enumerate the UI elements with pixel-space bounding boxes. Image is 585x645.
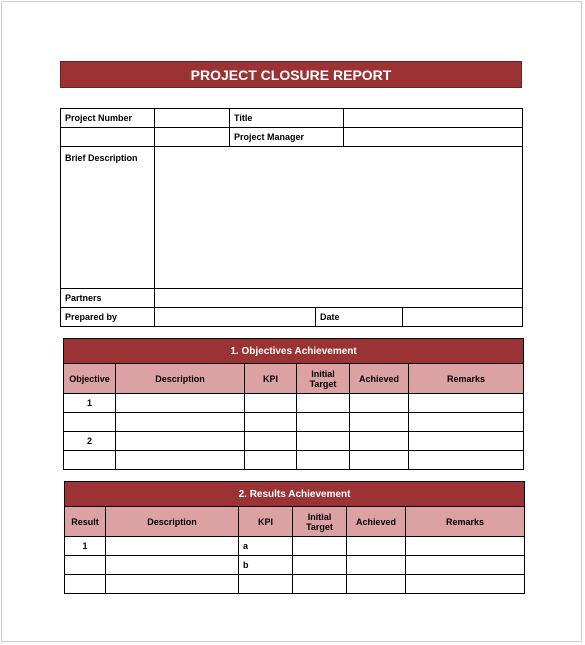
result-number bbox=[65, 575, 106, 594]
brief-description-field[interactable] bbox=[155, 147, 523, 289]
initial-target-field[interactable] bbox=[293, 537, 347, 556]
kpi-label: b bbox=[239, 556, 293, 575]
column-header: KPI bbox=[245, 364, 297, 394]
project-number-label: Project Number bbox=[61, 109, 155, 128]
remarks-field[interactable] bbox=[409, 451, 524, 470]
achieved-field[interactable] bbox=[347, 537, 406, 556]
table-row bbox=[65, 556, 525, 575]
remarks-field[interactable] bbox=[409, 432, 524, 451]
description-field[interactable] bbox=[106, 575, 239, 594]
remarks-field[interactable] bbox=[409, 413, 524, 432]
column-header: Achieved bbox=[350, 364, 409, 394]
objective-number bbox=[64, 451, 116, 470]
kpi-field[interactable] bbox=[245, 451, 297, 470]
project-number-field[interactable] bbox=[155, 109, 230, 128]
partners-label: Partners bbox=[61, 289, 155, 308]
title-field[interactable] bbox=[344, 109, 523, 128]
objectives-table bbox=[63, 338, 524, 470]
initial-target-field[interactable] bbox=[297, 413, 350, 432]
prepared-by-label: Prepared by bbox=[61, 308, 155, 327]
description-field[interactable] bbox=[106, 537, 239, 556]
remarks-field[interactable] bbox=[409, 394, 524, 413]
table-row bbox=[64, 451, 524, 470]
table-row bbox=[64, 432, 524, 451]
achieved-field[interactable] bbox=[347, 556, 406, 575]
table-row bbox=[64, 413, 524, 432]
result-number: 1 bbox=[65, 537, 106, 556]
achieved-field[interactable] bbox=[350, 413, 409, 432]
empty-field-cell bbox=[155, 128, 230, 147]
column-header: Description bbox=[106, 507, 239, 537]
objectives-heading: 1. Objectives Achievement bbox=[64, 339, 524, 364]
remarks-field[interactable] bbox=[406, 575, 525, 594]
column-header: Achieved bbox=[347, 507, 406, 537]
result-number bbox=[65, 556, 106, 575]
achieved-field[interactable] bbox=[350, 432, 409, 451]
column-header: Initial Target bbox=[297, 364, 350, 394]
column-header: Description bbox=[116, 364, 245, 394]
description-field[interactable] bbox=[116, 432, 245, 451]
kpi-label bbox=[239, 575, 293, 594]
empty-label-cell bbox=[61, 128, 155, 147]
kpi-field[interactable] bbox=[245, 394, 297, 413]
kpi-label: a bbox=[239, 537, 293, 556]
results-table bbox=[64, 481, 525, 594]
kpi-field[interactable] bbox=[245, 432, 297, 451]
report-title: PROJECT CLOSURE REPORT bbox=[60, 61, 522, 88]
initial-target-field[interactable] bbox=[293, 556, 347, 575]
date-field[interactable] bbox=[403, 308, 523, 327]
title-label: Title bbox=[230, 109, 344, 128]
initial-target-field[interactable] bbox=[297, 432, 350, 451]
date-label: Date bbox=[316, 308, 403, 327]
description-field[interactable] bbox=[116, 413, 245, 432]
objective-number: 2 bbox=[64, 432, 116, 451]
partners-field[interactable] bbox=[155, 289, 523, 308]
remarks-field[interactable] bbox=[406, 537, 525, 556]
description-field[interactable] bbox=[116, 394, 245, 413]
kpi-field[interactable] bbox=[245, 413, 297, 432]
results-heading: 2. Results Achievement bbox=[65, 482, 525, 507]
achieved-field[interactable] bbox=[350, 451, 409, 470]
project-manager-label: Project Manager bbox=[230, 128, 344, 147]
objective-number: 1 bbox=[64, 394, 116, 413]
initial-target-field[interactable] bbox=[297, 394, 350, 413]
description-field[interactable] bbox=[106, 556, 239, 575]
project-manager-field[interactable] bbox=[344, 128, 523, 147]
brief-description-label: Brief Description bbox=[61, 147, 155, 289]
remarks-field[interactable] bbox=[406, 556, 525, 575]
description-field[interactable] bbox=[116, 451, 245, 470]
table-row bbox=[65, 537, 525, 556]
table-row bbox=[64, 394, 524, 413]
column-header: Initial Target bbox=[293, 507, 347, 537]
achieved-field[interactable] bbox=[350, 394, 409, 413]
achieved-field[interactable] bbox=[347, 575, 406, 594]
project-info-table bbox=[60, 108, 523, 327]
column-header: Result bbox=[65, 507, 106, 537]
column-header: Objective bbox=[64, 364, 116, 394]
column-header: Remarks bbox=[409, 364, 524, 394]
initial-target-field[interactable] bbox=[293, 575, 347, 594]
table-row bbox=[65, 575, 525, 594]
prepared-by-field[interactable] bbox=[155, 308, 316, 327]
initial-target-field[interactable] bbox=[297, 451, 350, 470]
objective-number bbox=[64, 413, 116, 432]
column-header: Remarks bbox=[406, 507, 525, 537]
column-header: KPI bbox=[239, 507, 293, 537]
